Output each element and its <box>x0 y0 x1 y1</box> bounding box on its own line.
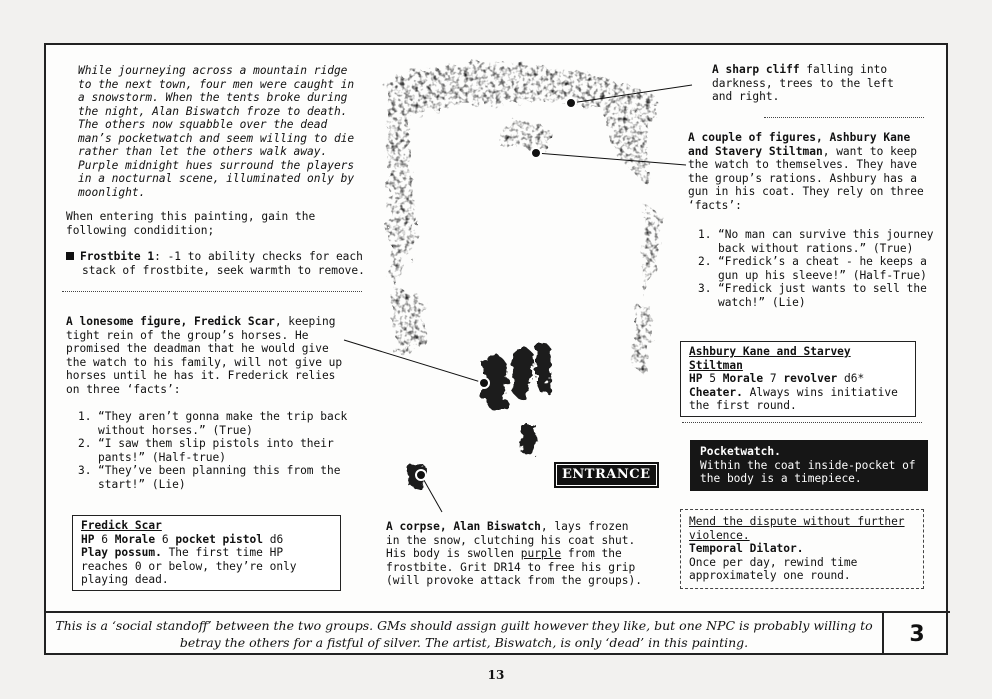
fact-number: 2. <box>78 437 92 450</box>
weapon: revolver <box>783 372 838 385</box>
fact-number: 3. <box>698 282 712 295</box>
pocketwatch-title: Pocketwatch. <box>700 445 781 458</box>
corpse-desc-1: , lays frozen in the snow, clutching his coat shut. His body is swollen <box>386 520 636 560</box>
divider-right-mid <box>682 422 922 423</box>
callout-dots <box>416 98 576 480</box>
fredick-intro-bold: A lonesome figure, Fredick Scar <box>66 315 275 328</box>
cliff-bold: A sharp cliff <box>712 63 800 76</box>
morale-value: 6 <box>161 532 169 546</box>
hp-value: 5 <box>709 372 716 385</box>
ability-name: Play possum. <box>81 546 162 559</box>
fredick-intro-text: , keeping tight rein of the group’s horses. He promised the deadman that he would give the watch to his family, will not give up horses until he has it. Frederick relies on three ‘facts’: <box>66 315 343 396</box>
stat-name: Ashbury Kane and Starvey Stiltman <box>689 345 851 372</box>
couple-facts <box>698 228 934 309</box>
bullet-square-icon <box>66 252 74 260</box>
fredick-facts <box>78 410 350 491</box>
cliff-treeline <box>386 63 661 375</box>
divider-right-top <box>764 117 924 118</box>
ability-text: The first time HP reaches 0 or below, they’re only playing dead. <box>81 546 297 586</box>
corpse-bold: A corpse, Alan Biswatch <box>386 520 541 533</box>
fact-number: 1. <box>78 410 92 423</box>
fredick-statblock <box>72 515 341 591</box>
morale-value: 7 <box>769 372 777 385</box>
entrance-label: ENTRANCE <box>554 462 659 488</box>
list-item <box>78 437 350 464</box>
hp-label: HP <box>81 532 95 546</box>
dilator-title: Temporal Dilator. <box>689 542 804 555</box>
morale-label: Morale <box>114 532 156 546</box>
list-item <box>698 228 934 255</box>
couple-bold: A couple of figures, Ashbury Kane and Stavery Stiltman <box>688 131 911 158</box>
ability-name: Cheater. <box>689 385 743 399</box>
footer-bar <box>46 611 950 655</box>
list-item <box>78 464 350 491</box>
page-number: 13 <box>487 668 505 682</box>
intro-text: While journeying across a mountain ridge to the next town, four men were caught in a snowstorm. When the tents broke during the night, Alan Biswatch froze to death. The others now squabble over the dead man’s pocketwatch and seem willing to die rather than let the others walk away. Purple midnight hues surround the players in a nocturnal scene, illuminated only by moonlight. <box>78 64 355 199</box>
corpse-purple: purple <box>520 547 562 560</box>
condition-lead: When entering this painting, gain the following condidition; <box>66 210 316 237</box>
list-item <box>78 410 350 437</box>
couple-intro <box>688 131 930 212</box>
fact-text: “Fredick’s a cheat - he keeps a gun up his sleeve!” (Half-True) <box>718 255 927 282</box>
room-number: 3 <box>882 613 950 655</box>
hp-value: 6 <box>101 532 108 546</box>
fact-text: “I saw them slip pistols into their pants!” (Half-true) <box>98 437 334 464</box>
dilator-box <box>680 509 924 589</box>
fact-text: “No man can survive this journey back without rations.” (True) <box>718 228 934 255</box>
frostbite-name: Frostbite 1 <box>80 250 155 263</box>
ashbury-statblock <box>680 341 916 417</box>
fact-text: “They’ve been planning this from the start!” (Lie) <box>98 464 341 491</box>
frostbite-condition <box>66 250 371 277</box>
frostbite-text: : -1 to ability checks for each stack of frostbite, seek warmth to remove. <box>82 250 365 277</box>
horses-figures <box>408 342 551 490</box>
fact-text: “Fredick just wants to sell the watch!” (Lie) <box>718 282 927 309</box>
hp-label: HP <box>689 372 703 385</box>
dilator-text: Once per day, rewind time approximately one round. <box>689 555 858 582</box>
pocketwatch-box <box>690 440 928 491</box>
page-frame <box>44 43 948 655</box>
fact-number: 1. <box>698 228 712 241</box>
ability-text: Always wins initiative the first round. <box>689 385 898 412</box>
stat-name: Fredick Scar <box>81 519 162 532</box>
pocketwatch-text: Within the coat inside-pocket of the body is a timepiece. <box>700 458 916 485</box>
list-item <box>698 282 934 309</box>
footer-text: This is a ‘social standoff’ between the two groups. GMs should assign guilt however they like, but one NPC is probably willing to betray the others for a fistful of silver. The artist, Biswatch, is only ‘dead’ in this painting. <box>55 618 873 650</box>
weapon: pocket pistol <box>175 532 263 546</box>
fact-text: “They aren’t gonna make the trip back without horses.” (True) <box>98 410 348 437</box>
fredick-intro <box>66 315 346 396</box>
couple-desc: , want to keep the watch to themselves. They have the group’s rations. Ashbury has a gun in his coat. They rely on three ‘facts’: <box>688 144 924 212</box>
corpse-desc-2: from the frostbite. Grit DR14 to free his grip (will provoke attack from the groups). <box>386 547 642 587</box>
damage: d6* <box>844 372 865 385</box>
corpse-text <box>386 520 644 588</box>
fact-number: 3. <box>78 464 92 477</box>
cliff-text <box>712 63 912 104</box>
cliff-desc: falling into darkness, trees to the left and right. <box>712 63 894 103</box>
list-item <box>698 255 934 282</box>
fact-number: 2. <box>698 255 712 268</box>
dilator-goal: Mend the dispute without further violence. <box>689 515 905 542</box>
morale-label: Morale <box>722 372 764 385</box>
damage: d6 <box>269 532 284 546</box>
divider-left <box>62 291 362 292</box>
